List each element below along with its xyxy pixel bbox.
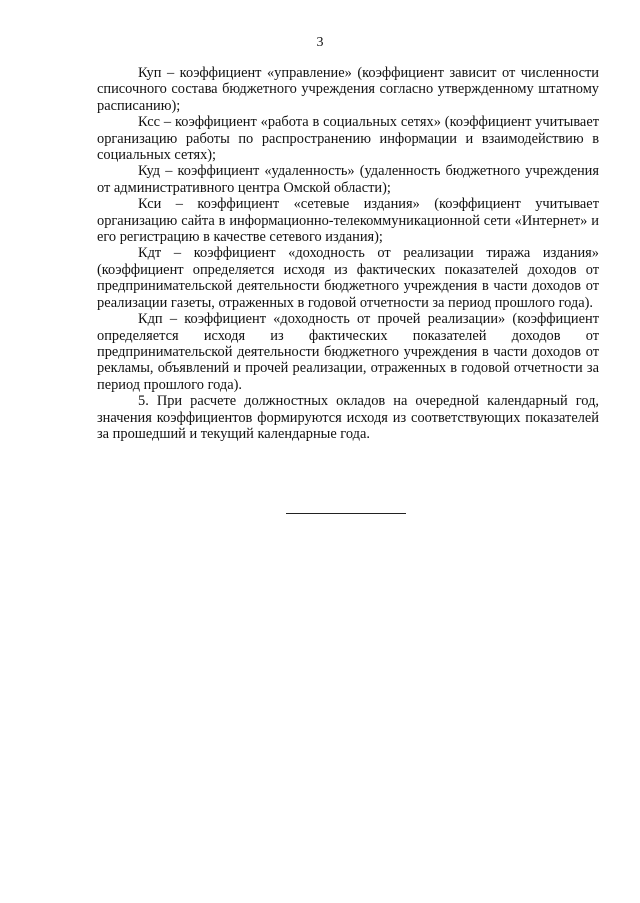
document-body xyxy=(97,65,599,442)
paragraph-kdt: Кдт – коэффициент «доходность от реализации тиража издания» (коэффициент определяется исходя из фактических показателей доходов от предпринимательской деятельности бюджетного учреждения в части доходов от реализации газеты, отраженных в годовой отчетности за период прошлого года). xyxy=(97,245,599,311)
paragraph-kdp: Кдп – коэффициент «доходность от прочей реализации» (коэффициент определяется исходя из фактических показателей доходов от предпринимательской деятельности бюджетного учреждения в части доходов от рекламы, объявлений и прочей реализации, отраженных в годовой отчетности за период прошлого года). xyxy=(97,311,599,393)
paragraph-ksi: Кси – коэффициент «сетевые издания» (коэффициент учитывает организацию сайта в информационно-телекоммуникационной сети «Интернет» и его регистрацию в качестве сетевого издания); xyxy=(97,196,599,246)
paragraph-item-5: 5. При расчете должностных окладов на очередной календарный год, значения коэффициентов формируются исходя из соответствующих показателей за прошедший и текущий календарные года. xyxy=(97,393,599,442)
page-number: 3 xyxy=(316,35,324,50)
paragraph-kup: Куп – коэффициент «управление» (коэффициент зависит от численности списочного состава бюджетного учреждения согласно утвержденному штатному расписанию); xyxy=(97,65,599,114)
end-separator-line xyxy=(286,513,406,514)
paragraph-kud: Куд – коэффициент «удаленность» (удаленность бюджетного учреждения от административного центра Омской области); xyxy=(97,163,599,196)
paragraph-kss: Ксс – коэффициент «работа в социальных сетях» (коэффициент учитывает организацию работы по распространению информации и взаимодействию в социальных сетях); xyxy=(97,114,599,164)
